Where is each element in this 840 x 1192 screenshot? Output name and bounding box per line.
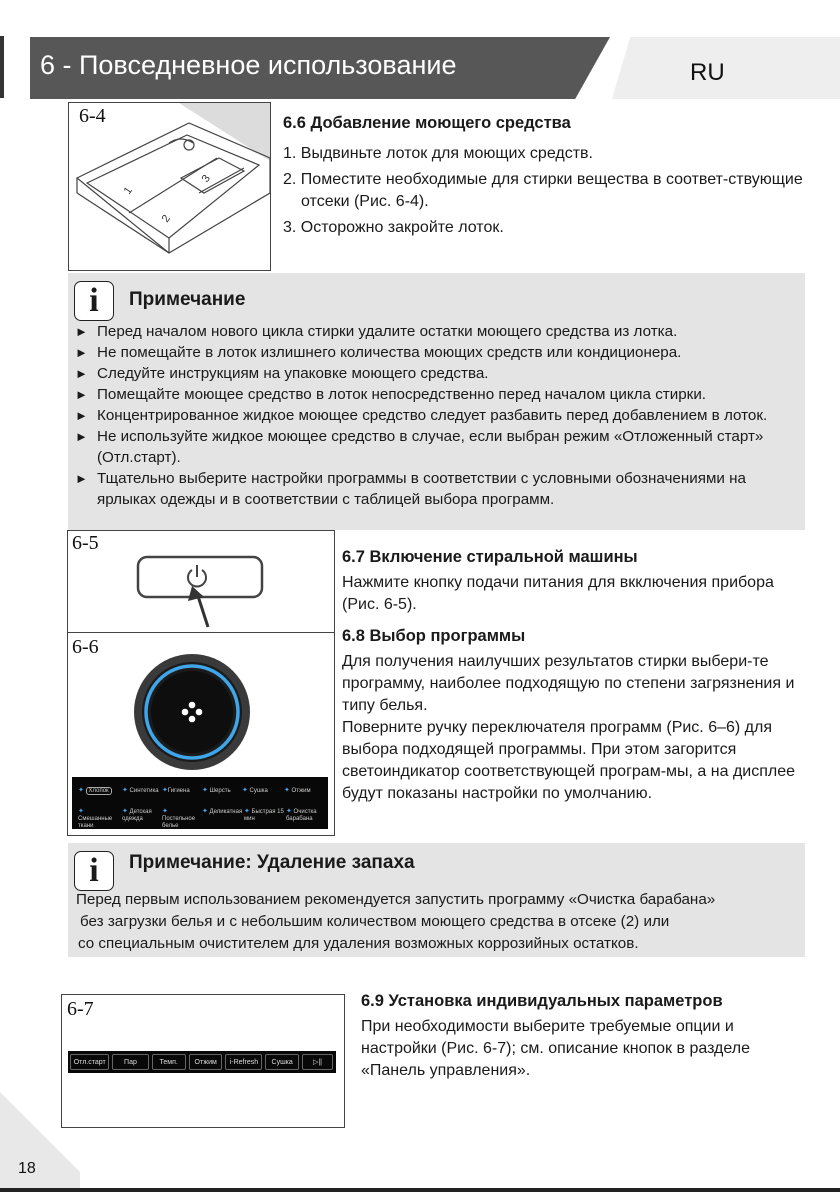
note-item: ► Тщательно выберите настройки программы в соответствии с условными обозначениями на ярлыках одежды и в соответствии с таблицей выбора программ. bbox=[75, 468, 797, 510]
section-6-8-body-1: Для получения наилучших результатов стирки выбери-те программу, наиболее подходящую по степени загрязнения и типу белья. bbox=[342, 653, 795, 714]
step-item: 3. Осторожно закройте лоток. bbox=[283, 219, 504, 236]
program-item: ✦ Деликатная bbox=[202, 808, 243, 815]
note-body-line: Перед первым использованием рекомендуется запустить программу «Очистка барабана» bbox=[76, 891, 716, 908]
program-list-panel bbox=[72, 777, 328, 829]
section-6-8-body-2: Поверните ручку переключателя программ (Рис. 6–6) для выбора подходящей программы. При этом загорится светоиндикатор соответствующей програм-мы, а на дисплее будут показаны настройки по умолчанию. bbox=[342, 719, 796, 802]
note-title: Примечание: Удаление запаха bbox=[129, 852, 415, 873]
program-item: ✦ Шерсть bbox=[202, 787, 231, 794]
program-item: ✦Гигиена bbox=[162, 787, 190, 794]
steam-button: Пар bbox=[112, 1054, 148, 1070]
i-refresh-button: i-Refresh bbox=[225, 1054, 262, 1070]
figure-label: 6-4 bbox=[79, 105, 106, 127]
play-pause-icon: ▷|| bbox=[302, 1054, 333, 1070]
program-item: ✦ Сушка bbox=[242, 787, 268, 794]
note-item: ► Помещайте моющее средство в лоток непосредственно перед началом цикла стирки. bbox=[75, 384, 797, 405]
program-item: ✦ Отжим bbox=[284, 787, 311, 794]
figure-6-5 bbox=[67, 530, 335, 635]
program-item: ✦ Постельное белье bbox=[162, 808, 196, 829]
step-item: 1. Выдвиньте лоток для моющих средств. bbox=[283, 145, 593, 162]
detergent-drawer-illustration bbox=[69, 103, 270, 270]
note-body-line: без загрузки белья и с небольшим количеством моющего средства в отсеке (2) или bbox=[80, 913, 670, 930]
arrow-icon bbox=[188, 586, 208, 627]
info-icon: i bbox=[74, 281, 114, 321]
section-6-7-body: Нажмите кнопку подачи питания для вкключения прибора (Рис. 6-5). bbox=[342, 574, 774, 613]
note-list bbox=[75, 321, 797, 510]
section-6-7-title: 6.7 Включение стиральной машины bbox=[342, 548, 638, 566]
left-edge-bar bbox=[0, 36, 4, 98]
note-item: ► Концентрированное жидкое моющее средство следует разбавить перед добавлением в лоток. bbox=[75, 405, 797, 426]
bottom-rule bbox=[0, 1188, 840, 1192]
temperature-button: Темп. bbox=[152, 1054, 186, 1070]
section-6-8-title: 6.8 Выбор программы bbox=[342, 627, 526, 645]
spin-button: Отжим bbox=[189, 1054, 223, 1070]
program-item: ✦ Быстрая 15 мин bbox=[244, 808, 284, 822]
compartment-3-mark: 3 bbox=[199, 172, 213, 185]
figure-label: 6-7 bbox=[67, 998, 94, 1020]
section-6-9-title: 6.9 Установка индивидуальных параметров bbox=[361, 992, 723, 1010]
note-item: ► Следуйте инструкциям на упаковке моющего средства. bbox=[75, 363, 797, 384]
language-code: RU bbox=[690, 59, 725, 86]
control-panel-buttons bbox=[68, 1051, 336, 1073]
note-title: Примечание bbox=[129, 289, 246, 310]
power-button-illustration bbox=[68, 531, 334, 634]
power-icon bbox=[188, 565, 206, 586]
section-6-6-steps bbox=[283, 143, 803, 243]
step-item: 2. Поместите необходимые для стирки вещества в соответ-ствующие отсеки (Рис. 6-4). bbox=[283, 171, 803, 210]
compartment-1-mark: 1 bbox=[121, 184, 135, 197]
header-lang-tab bbox=[612, 37, 840, 99]
compartment-2-mark: 2 bbox=[159, 212, 173, 225]
program-item: ✦ Очистка барабана bbox=[286, 808, 317, 822]
dry-button: Сушка bbox=[265, 1054, 299, 1070]
note-item: ► Не используйте жидкое моющее средство в случае, если выбран режим «Отложенный старт» (Отл.старт). bbox=[75, 426, 797, 468]
program-item: ✦ Хлопок bbox=[78, 787, 112, 795]
figure-6-4 bbox=[68, 102, 271, 271]
figure-label: 6-5 bbox=[72, 532, 99, 554]
note-item: ► Перед началом нового цикла стирки удалите остатки моющего средства из лотка. bbox=[75, 321, 797, 342]
section-6-6-title: 6.6 Добавление моющего средства bbox=[283, 114, 571, 132]
page-number: 18 bbox=[18, 1160, 36, 1177]
program-item: ✦ Детская одежда bbox=[122, 808, 152, 822]
info-icon: i bbox=[74, 851, 114, 891]
page-title: 6 - Повседневное использование bbox=[40, 50, 457, 80]
figure-label: 6-6 bbox=[72, 636, 99, 658]
program-item: ✦ Синтетика bbox=[122, 787, 159, 794]
delay-start-button: Отл.старт bbox=[70, 1054, 109, 1070]
note-item: ► Не помещайте в лоток излишнего количества моющих средств или кондиционера. bbox=[75, 342, 797, 363]
program-item: ✦ Смешанные ткани bbox=[78, 808, 113, 829]
note-body-line: со специальным очистителем для удаления возможных коррозийных остатков. bbox=[78, 935, 639, 952]
section-6-9-body: При необходимости выберите требуемые опции и настройки (Рис. 6-7); см. описание кнопок в разделе «Панель управления». bbox=[361, 1018, 750, 1079]
